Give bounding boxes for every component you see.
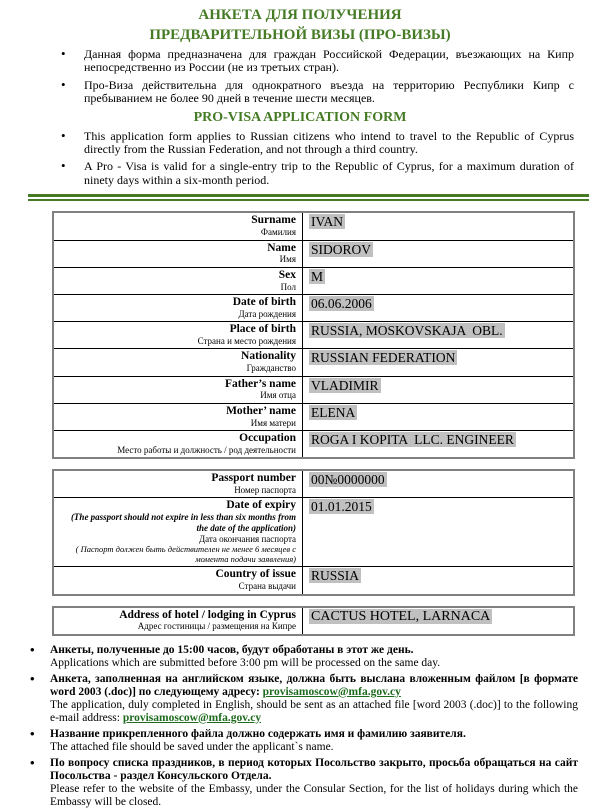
intro-bullets-ru bbox=[84, 48, 574, 106]
field-label-en: Date of birth bbox=[232, 295, 296, 308]
field-label-en: Name bbox=[267, 241, 296, 254]
email-link-en[interactable]: provisamoscow@mfa.gov.cy bbox=[122, 711, 262, 724]
instruction-en: The attached file should be saved under the applicant`s name. bbox=[50, 740, 334, 753]
instruction-ru: • Анкеты, полученные до 15:00 часов, будут обработаны в этот же день. bbox=[50, 643, 414, 656]
instruction-en: Applications which are submitted before 3:00 pm will be processed on the same day. bbox=[50, 656, 441, 669]
field-label-ru: Дата рождения bbox=[238, 308, 296, 319]
table-row-fathers-name bbox=[53, 376, 574, 403]
nationality-field[interactable]: RUSSIAN FEDERATION bbox=[311, 350, 456, 366]
table-row-name bbox=[53, 240, 574, 267]
bullet-en-1: • This application form applies to Russian citizens who intend to travel to the Republic of Cyprus directly from the Russian Federation, and not through a third country. bbox=[84, 130, 574, 157]
instruction-ru: • Название прикрепленного файла должно содержать имя и фамилию заявителя. bbox=[50, 727, 466, 740]
field-label-ru: Номер паспорта bbox=[234, 485, 296, 496]
instruction-item-filename bbox=[50, 728, 578, 754]
field-label-en: Mother’ name bbox=[226, 404, 296, 417]
table-row-nationality bbox=[53, 349, 574, 376]
instruction-ru: • По вопросу списка праздников, в период которых Посольство закрыто, просьба обращаться на сайт Посольства - раздел Консульского Отдела. bbox=[50, 756, 578, 782]
field-label-ru: Страна выдачи bbox=[238, 581, 296, 592]
occupation-field[interactable]: ROGA I KOPITA LLC. ENGINEER bbox=[311, 432, 514, 448]
field-label-ru: Фамилия bbox=[260, 227, 296, 238]
hotel-address-table bbox=[52, 606, 575, 636]
table-row-occupation bbox=[53, 431, 574, 459]
place-of-birth-field[interactable]: RUSSIA, MOSKOVSKAJA OBL. bbox=[311, 323, 503, 339]
field-label-en: Date of expiry bbox=[226, 499, 296, 512]
field-note-ru: ( Паспорт должен быть действителен не менее 6 месяцев с момента подачи заявления) bbox=[75, 543, 296, 565]
date-of-expiry-field[interactable]: 01.01.2015 bbox=[311, 499, 372, 515]
table-row-passport-number bbox=[53, 470, 574, 498]
instruction-en: Please refer to the website of the Embassy, under the Consular Section, for the list of holidays during which the Embassy will be closed. bbox=[50, 782, 578, 808]
table-row-date-of-birth bbox=[53, 294, 574, 321]
field-label-ru: Адрес гостиницы / размещения на Кипре bbox=[137, 621, 296, 632]
bullet-en-2: • A Pro - Visa is valid for a single-entry trip to the Republic of Cyprus, for a maximum duration of ninety days within a six-month period. bbox=[84, 160, 574, 187]
table-row-sex bbox=[53, 267, 574, 294]
table-row-date-of-expiry bbox=[53, 498, 574, 567]
passport-number-field[interactable]: 00№0000000 bbox=[311, 472, 385, 488]
field-label-ru: Имя отца bbox=[260, 390, 296, 401]
instruction-en: The application, duly completed in English, should be sent as an attached file [word 2003 (.doc)] to the following e-mail address: bbox=[50, 698, 578, 724]
field-label-en: Country of issue bbox=[215, 568, 296, 581]
field-note-en: (The passport should not expire in less than six months from the date of the application) bbox=[70, 512, 296, 533]
sex-field[interactable]: M bbox=[311, 268, 324, 284]
field-label-ru: Место работы и должность / род деятельности bbox=[117, 444, 296, 455]
field-label-en: Surname bbox=[251, 214, 296, 227]
bullet-ru-1: • Данная форма предназначена для граждан Российской Федерации, въезжающих на Кипр непосредственно из России (не из третьих стран). bbox=[84, 48, 574, 75]
country-of-issue-field[interactable]: RUSSIA bbox=[311, 568, 360, 584]
table-row-country-of-issue bbox=[53, 567, 574, 595]
passport-info-table bbox=[52, 469, 575, 595]
personal-info-table bbox=[52, 211, 575, 459]
instruction-item-email bbox=[50, 673, 578, 725]
document-title-ru bbox=[0, 6, 600, 45]
name-field[interactable]: SIDOROV bbox=[311, 241, 372, 257]
surname-field[interactable]: IVAN bbox=[311, 214, 344, 230]
field-label-ru: Страна и место рождения bbox=[197, 336, 296, 347]
title-ru-line2: ПРЕДВАРИТЕЛЬНОЙ ВИЗЫ (ПРО-ВИЗЫ) bbox=[149, 26, 451, 43]
title-ru-line1: АНКЕТА ДЛЯ ПОЛУЧЕНИЯ bbox=[198, 7, 402, 23]
table-row-surname bbox=[53, 212, 574, 240]
instruction-ru: Анкета, заполненная на английском языке, должна быть выслана вложенным файлом [в формате word 2003 (.doc)] по следующему адресу: bbox=[50, 672, 578, 698]
intro-bullets-en bbox=[84, 130, 574, 188]
document-title-en: PRO-VISA APPLICATION FORM bbox=[193, 109, 407, 125]
bullet-ru-2: • Про-Виза действительна для однократного въезда на территорию Республики Кипр с пребыванием не более 90 дней в течение шести месяцев. bbox=[84, 79, 574, 106]
email-link-ru[interactable]: provisamoscow@mfa.gov.cy bbox=[262, 685, 401, 698]
hotel-address-field[interactable]: CACTUS HOTEL, LARNACA bbox=[311, 608, 491, 624]
field-label-ru: Дата окончания паспорта bbox=[198, 533, 296, 544]
fathers-name-field[interactable]: VLADIMIR bbox=[311, 377, 379, 393]
field-label-ru: Имя bbox=[279, 254, 296, 265]
instruction-item-holidays bbox=[50, 757, 578, 809]
field-label-en: Passport number bbox=[211, 472, 296, 485]
field-label-ru: Имя матери bbox=[250, 417, 296, 428]
field-label-ru: Пол bbox=[280, 281, 296, 292]
field-label-en: Nationality bbox=[241, 350, 296, 363]
field-label-en: Occupation bbox=[239, 432, 296, 445]
date-of-birth-field[interactable]: 06.06.2006 bbox=[311, 295, 372, 311]
field-label-en: Sex bbox=[278, 268, 296, 281]
table-row-mothers-name bbox=[53, 403, 574, 430]
instructions-bullets bbox=[50, 644, 578, 809]
instruction-item-processing bbox=[50, 644, 578, 670]
field-label-en: Address of hotel / lodging in Cyprus bbox=[119, 608, 296, 621]
section-divider-line bbox=[28, 194, 589, 201]
field-label-ru: Гражданство bbox=[246, 363, 296, 374]
mothers-name-field[interactable]: ELENA bbox=[311, 404, 356, 420]
table-row-hotel-address bbox=[53, 607, 574, 635]
field-label-en: Father’s name bbox=[225, 377, 296, 390]
field-label-en: Place of birth bbox=[229, 323, 296, 336]
table-row-place-of-birth bbox=[53, 322, 574, 349]
